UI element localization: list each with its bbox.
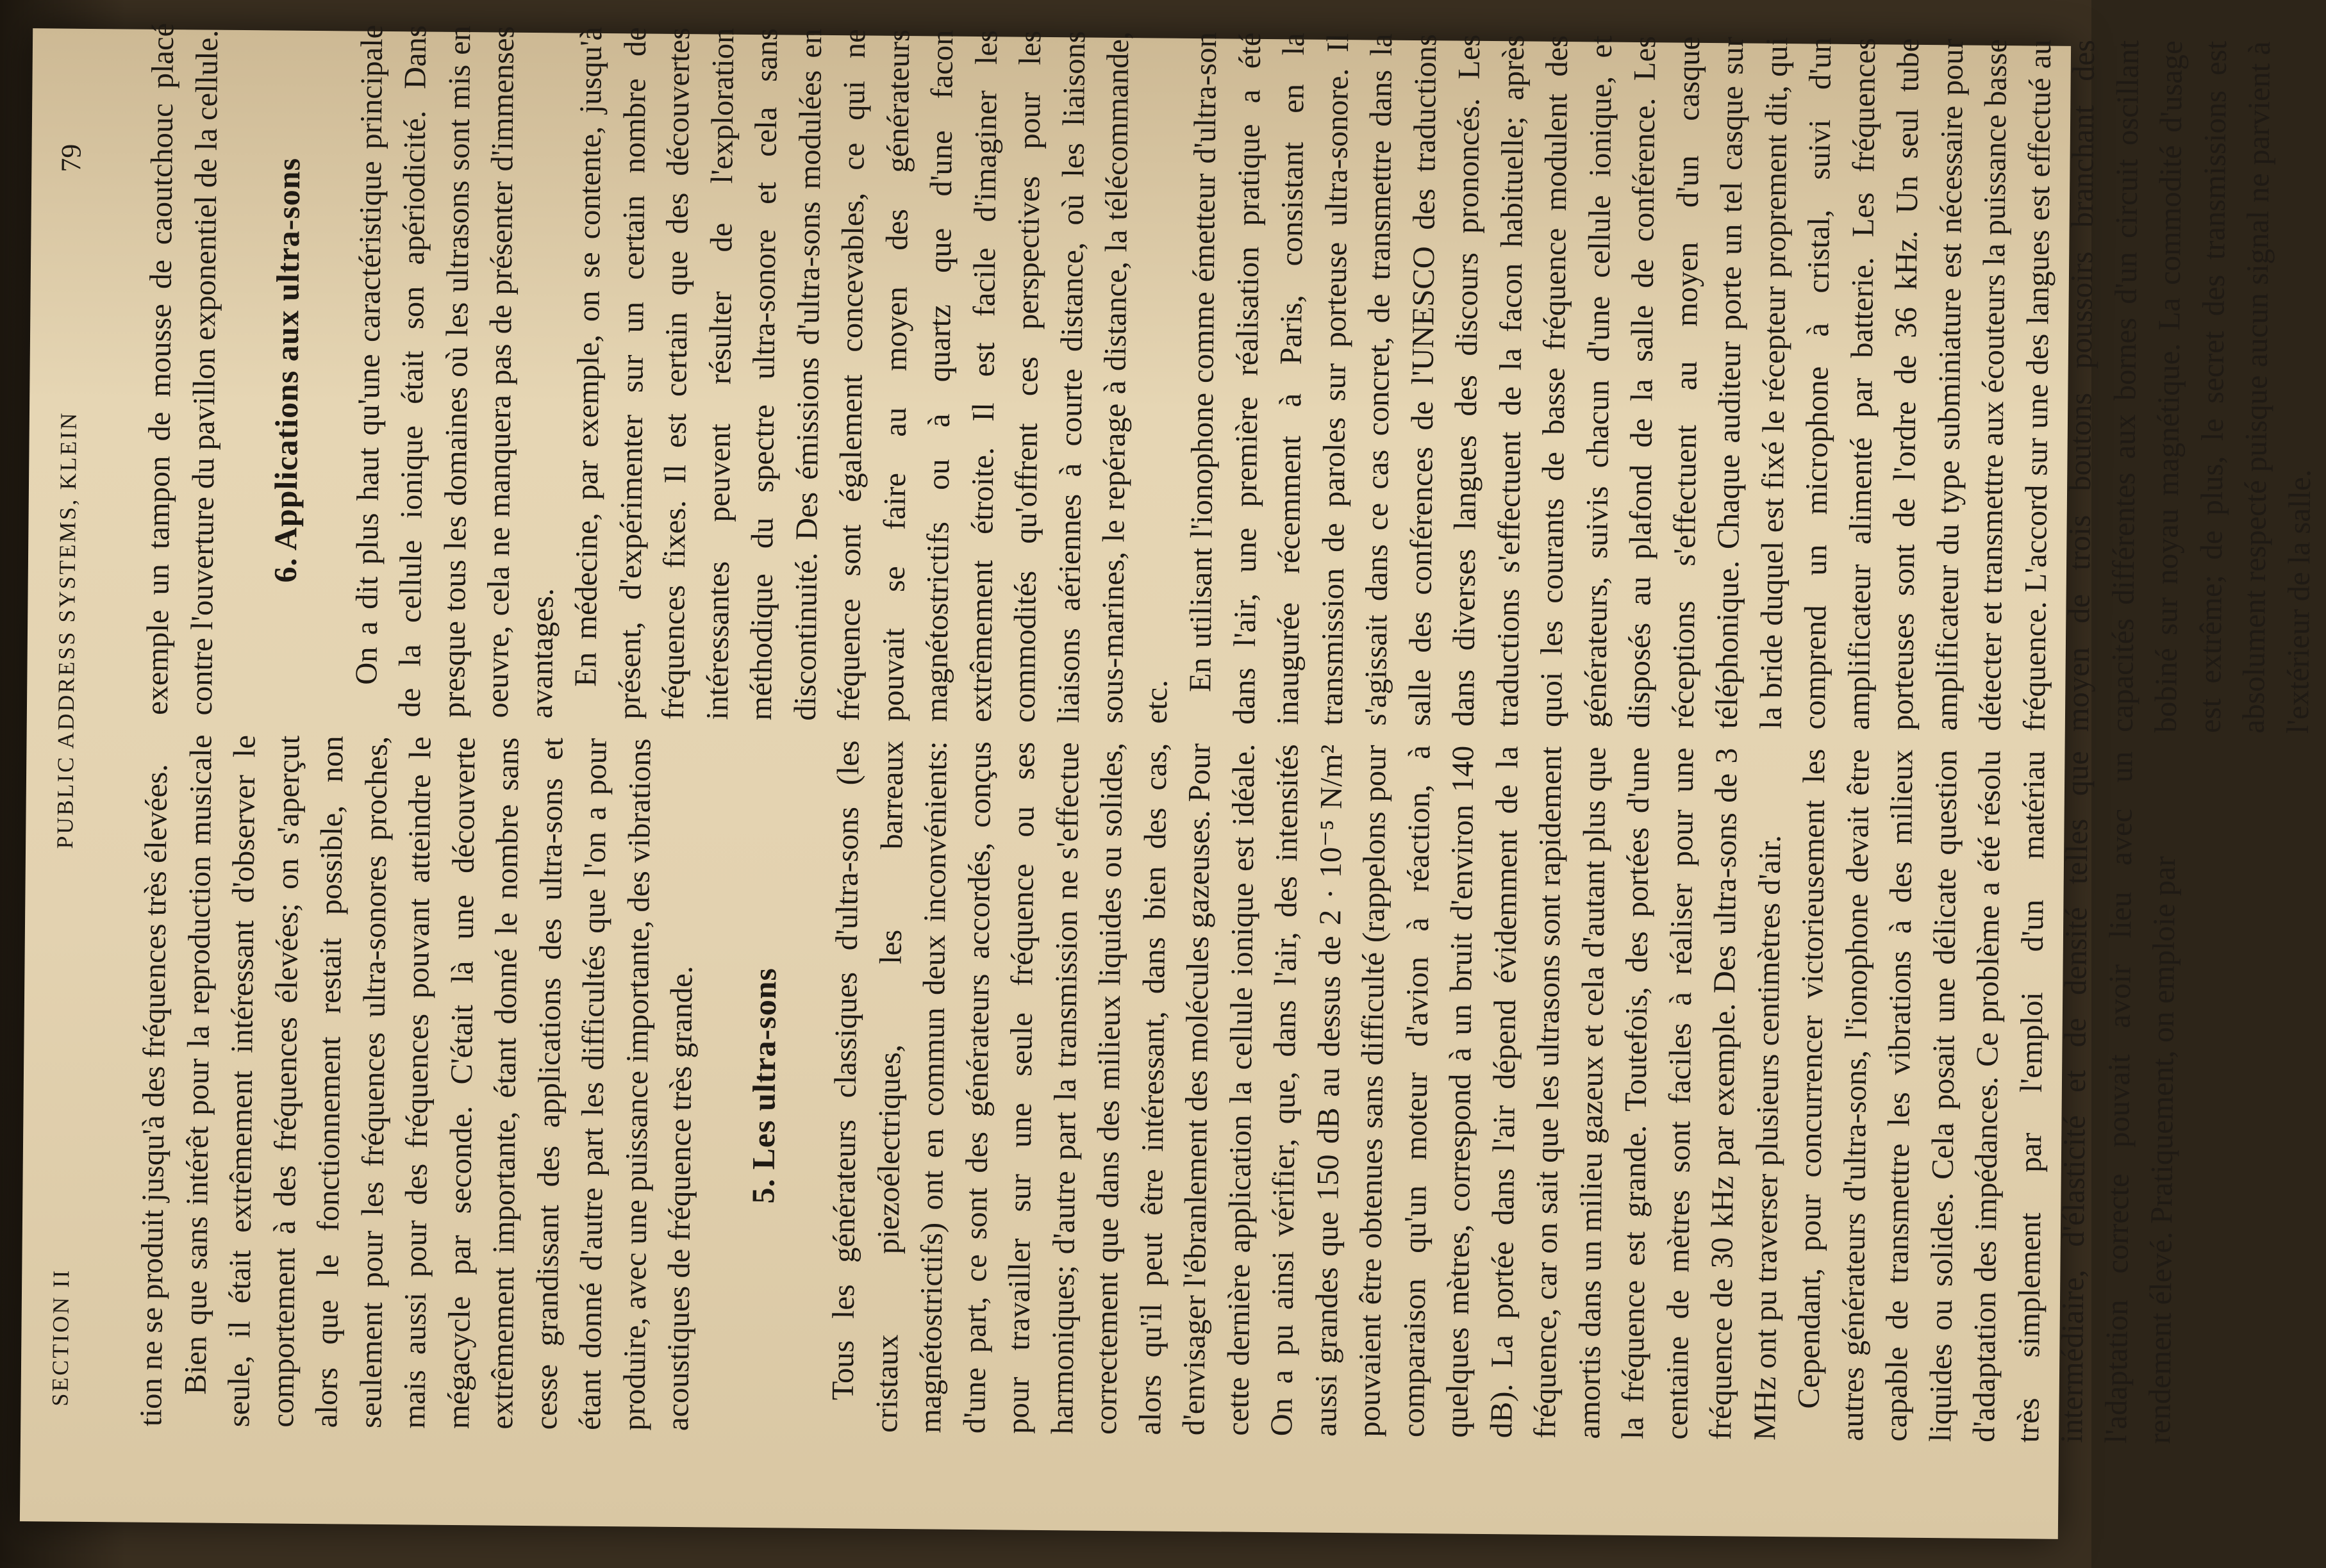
paragraph: exemple un tampon de mousse de caoutchouc placé contre l'ouverture du pavillon exponentiel de la cellule. xyxy=(140,22,224,716)
paragraph: On a dit plus haut qu'une caractéristique principale de la cellule ionique était son apériodicité. Dans presque tous les domaines où les ultrasons sont mis en oeuvre, cela ne manquera pas de présenter d'immenses avantages. xyxy=(349,24,560,719)
book-page xyxy=(20,22,2317,1539)
paragraph: Tous les générateurs classiques d'ultra-sons (les cristaux piezoélectriques, les barreaux magnétostrictifs) ont en commun deux inconvénients: d'une part, ce sont des générateurs accordés, conçus pour travailler sur une seule fréquence ou ses harmoniques; d'autre part la transmission ne s'effectue correctement que dans des milieux liquides ou solides, alors qu'il peut être intéressant, dans bien des cas, d'envisager l'ébranlement des molécules gazeuses. Pour cette dernière application la cellule ionique est idéale. On a pu ainsi vérifier, que, dans l'air, des intensités aussi grandes que 150 dB au dessus de 2 · 10⁻⁵ N/m² pouvaient être obtenues sans difficulté (rappelons pour comparaison qu'un moteur d'avion à réaction, à quelques mètres, correspond à un bruit d'environ 140 dB). La portée dans l'air dépend évidemment de la fréquence, car on sait que les ultrasons sont rapidement amortis dans un milieu gazeux et cela d'autant plus que la fréquence est grande. Toutefois, des portées d'une centaine de mètres sont faciles à réaliser pour une fréquence de 30 kHz par exemple. Des ultra-sons de 3 MHz ont pu traverser plusieurs centimètres d'air. xyxy=(826,740,1787,1441)
paragraph: En médecine, par exemple, on se contente, jusqu'à présent, d'expérimenter sur un certain nombre de fréquences fixes. Il est certain que des découvertes intéressantes peuvent résulter de l'exploration méthodique du spectre ultra-sonore et cela sans discontinuité. Des émissions d'ultra-sons modulées en fréquence sont également concevables, ce qui ne pouvait se faire au moyen des générateurs magnétostrictifs ou à quartz que d'une facon extrêmement étroite. Il est facile d'imaginer les commodités qu'offrent ces perspectives pour les liaisons aériennes à courte distance, où les liaisons sous-marines, le repérage à distance, la télécommande, etc. xyxy=(569,26,1174,724)
paragraph: En utilisant l'ionophone comme émetteur d'ultra-son dans l'air, une première réalisation pratique a été inaugurée récemment à Paris, consistant en la transmission de paroles sur porteuse ultra-sonore. Il s'agissait dans ce cas concret, de transmettre dans la salle des conférences de l'UNESCO des traductions dans diverses langues des discours prononcés. Les traductions s'effectuent de la facon habituelle; après quoi les courants de basse fréquence modulent des générateurs, suivis chacun d'une cellule ionique, et disposés au plafond de la salle de conférence. Les réceptions s'effectuent au moyen d'un casque téléphonique. Chaque auditeur porte un tel casque sur la bride duquel est fixé le récepteur proprement dit, qui comprend un microphone à cristal, suivi d'un amplificateur alimenté par batterie. Les fréquences porteuses sont de l'ordre de 36 kHz. Un seul tube amplificateur du type subminiature est nécessaire pour détecter et transmettre aux écouteurs la puissance basse fréquence. L'accord sur une des langues est effectué au moyen de trois boutons poussoirs branchant des capacités différentes aux bornes d'un circuit oscillant bobiné sur noyau magnétique. La commodité d'usage est extrême; de plus, le secret des transmissions est absolument respecté puisque aucun signal ne parvient à l'extérieur de la salle. xyxy=(1183,31,2317,734)
section-heading: 5. Les ultra-sons xyxy=(744,967,783,1204)
right-column xyxy=(136,23,2326,734)
running-title: PUBLIC ADDRESS SYSTEMS, KLEIN xyxy=(52,411,82,849)
paragraph: Cependant, pour concurrencer victorieusement les autres générateurs d'ultra-sons, l'ionophone devait être capable de transmettre les vibrations à des milieux liquides ou solides. Cela posait une délicate question d'adaptation des impédances. Ce problème a été résolu très simplement par l'emploi d'un matériau intermédiaire, d'élasticité et de densité telles que l'adaptation correcte pouvait avoir lieu avec un rendement élevé. Pratiquement, on emploie par xyxy=(1791,748,2182,1444)
paragraph: tion ne se produit jusqu'à des fréquences très élevées. xyxy=(134,764,174,1427)
paragraph: Bien que sans intérêt pour la reproduction musicale seule, il était extrêmement intéressant d'observer le comportement à des fréquences élevées; on s'aperçut alors que le fonctionnement restait possible, non seulement pour les fréquences ultra-sonores proches, mais aussi pour des fréquences pouvant atteindre le mégacycle par seconde. C'était là une découverte extrêmement importante, étant donné le nombre sans cesse grandissant des applications des ultra-sons et étant donné d'autre part les difficultés que l'on a pour produire, avec une puissance importante, des vibrations acoustiques de fréquence très grande. xyxy=(178,734,699,1432)
left-column xyxy=(129,734,2188,1444)
section-heading: 6. Applications aux ultra-sons xyxy=(267,157,307,583)
section-label: SECTION II xyxy=(47,1268,74,1407)
page-number: 79 xyxy=(55,144,87,172)
